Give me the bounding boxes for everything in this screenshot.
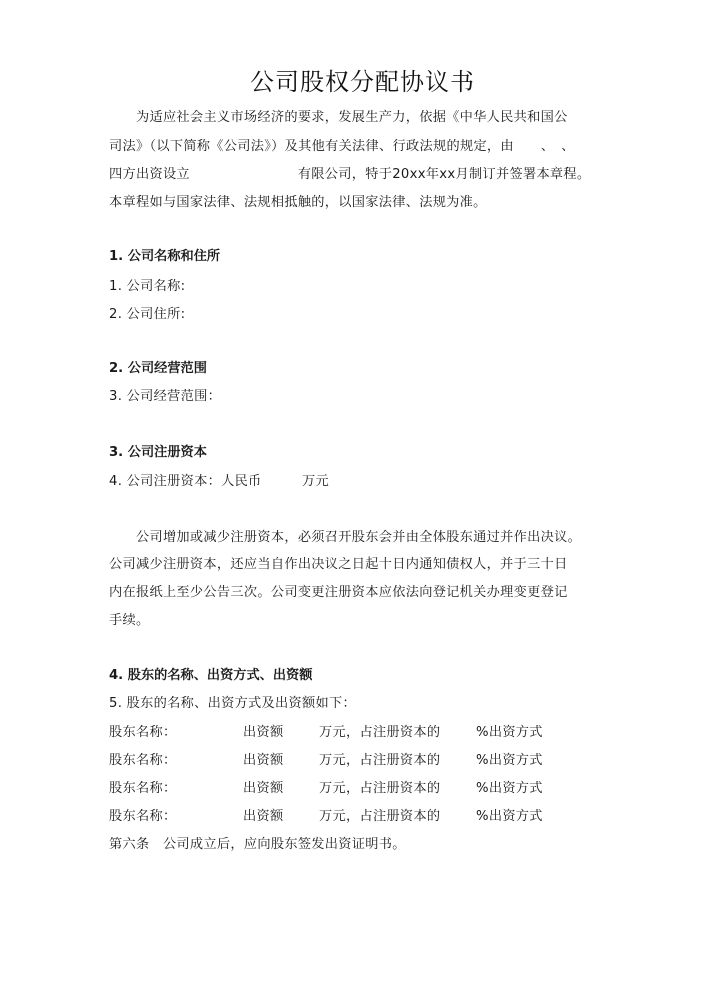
preamble-line-2: 司法》（以下简称《公司法》）及其他有关法律、行政法规的规定，由 、 、	[109, 139, 575, 154]
article-six: 第六条 公司成立后，应向股东签发出资证明书。	[109, 837, 406, 852]
contribution-method-label: %出资方式	[476, 725, 543, 740]
preamble-line-4: 本章程如与国家法律、法规相抵触的，以国家法律、法规为准。	[109, 195, 487, 210]
contribution-amount-label: 出资额	[243, 809, 284, 824]
share-ratio-label: 万元，占注册资本的	[319, 725, 441, 740]
section-heading-3: 3. 公司注册资本	[109, 445, 207, 460]
shareholder-name-label: 股东名称：	[109, 725, 177, 740]
section-heading-4: 4. 股东的名称、出资方式、出资额	[109, 668, 313, 683]
contribution-method-label: %出资方式	[476, 781, 543, 796]
contribution-method-label: %出资方式	[476, 753, 543, 768]
capital-paragraph-line-4: 手续。	[109, 613, 150, 628]
shareholder-name-label: 股东名称：	[109, 753, 177, 768]
section-heading-2: 2. 公司经营范围	[109, 361, 207, 376]
section-heading-1: 1. 公司名称和住所	[109, 249, 221, 264]
item-business-scope: 3. 公司经营范围：	[109, 389, 222, 404]
preamble-line-1: 为适应社会主义市场经济的要求，发展生产力，依据《中华人民共和国公	[109, 110, 568, 125]
capital-paragraph-line-3: 内在报纸上至少公告三次。公司变更注册资本应依法向登记机关办理变更登记	[109, 585, 568, 600]
contribution-amount-label: 出资额	[243, 781, 284, 796]
shareholder-name-label: 股东名称：	[109, 781, 177, 796]
shareholder-name-label: 股东名称：	[109, 809, 177, 824]
contribution-amount-label: 出资额	[243, 753, 284, 768]
contribution-method-label: %出资方式	[476, 809, 543, 824]
capital-paragraph-line-2: 公司减少注册资本，还应当自作出决议之日起十日内通知债权人，并于三十日	[109, 557, 568, 572]
share-ratio-label: 万元，占注册资本的	[319, 809, 441, 824]
share-ratio-label: 万元，占注册资本的	[319, 781, 441, 796]
preamble-line-3: 四方出资设立 有限公司，特于20xx年xx月制订并签署本章程。	[109, 167, 591, 182]
item-company-address: 2. 公司住所:	[109, 307, 186, 322]
item-company-name: 1. 公司名称:	[109, 279, 186, 294]
share-ratio-label: 万元，占注册资本的	[319, 753, 441, 768]
capital-paragraph-line-1: 公司增加或减少注册资本，必须召开股东会并由全体股东通过并作出决议。	[109, 530, 582, 545]
contribution-amount-label: 出资额	[243, 725, 284, 740]
document-title: 公司股权分配协议书	[250, 68, 475, 96]
item-registered-capital: 4. 公司注册资本：人民币 万元	[109, 474, 329, 489]
shareholders-intro: 5. 股东的名称、出资方式及出资额如下：	[109, 696, 356, 711]
